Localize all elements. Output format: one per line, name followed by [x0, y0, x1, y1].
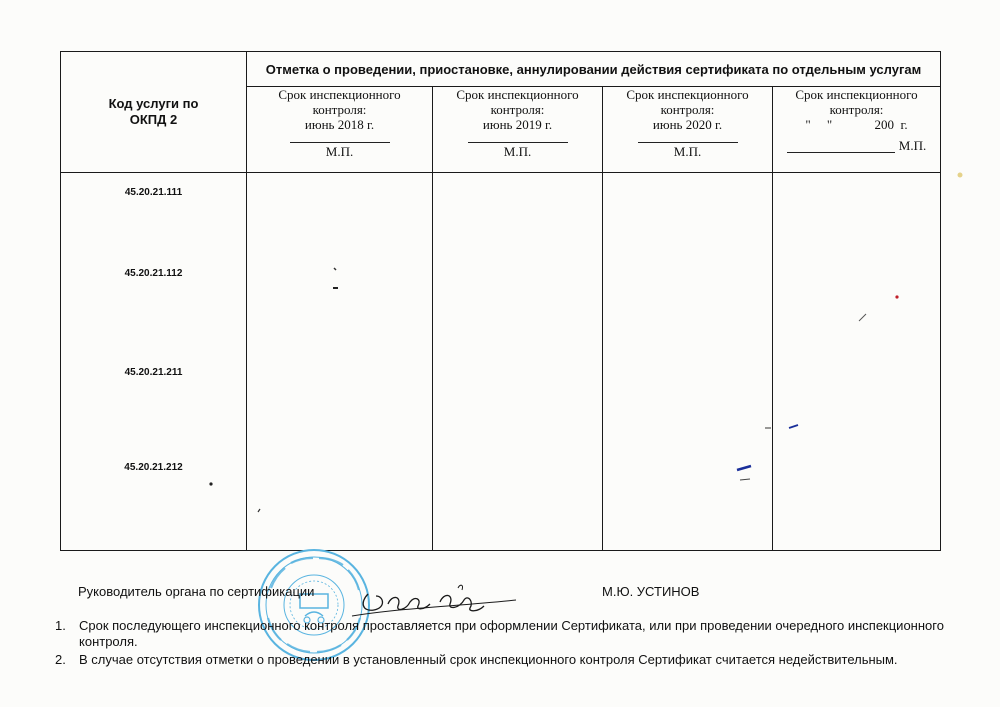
service-code: 45.20.21.111: [124, 187, 183, 198]
seal-label: М.П.: [290, 142, 390, 159]
period-date: июнь 2018 г.: [304, 117, 375, 132]
footnote: [55, 652, 945, 668]
period-label-2: контроля:: [490, 102, 545, 117]
period-label: Срок инспекционного: [456, 87, 579, 102]
signatory-label: Руководитель органа по сертификации: [78, 584, 315, 599]
footnote: [55, 618, 945, 650]
footnote-number: 2.: [55, 652, 66, 667]
period-label-2: контроля:: [660, 102, 715, 117]
service-code: 45.20.21.212: [124, 462, 183, 473]
code-header-line-2: ОКПД 2: [129, 112, 178, 127]
footnotes: [55, 618, 945, 670]
period-label-2: контроля:: [312, 102, 367, 117]
service-code: 45.20.21.112: [124, 268, 183, 279]
service-code: 45.20.21.211: [124, 367, 183, 378]
seal-label: М.П.: [898, 138, 927, 153]
period-label-2: контроля:: [829, 102, 884, 117]
period-label: Срок инспекционного: [795, 87, 918, 102]
footnote-text: Срок последующего инспекционного контроля проставляется при оформлении Сертификата, или при проведении очередного инспекционного контроля.: [79, 618, 944, 649]
footnote-text: В случае отсутствия отметки о проведении в установленный срок инспекционного контроля Сертификат считается недействительным.: [79, 652, 898, 667]
signatory-name: М.Ю. УСТИНОВ: [602, 584, 700, 599]
seal-label: М.П.: [468, 142, 568, 159]
code-header-line-1: Код услуги по: [108, 96, 199, 111]
signatory-line: [78, 584, 718, 599]
marks-header: Отметка о проведении, приостановке, аннулировании действия сертификата по отдельным услугам: [247, 52, 941, 87]
footnote-number: 1.: [55, 618, 66, 633]
period-label: Срок инспекционного: [278, 87, 401, 102]
period-date: " " 200 г.: [805, 117, 908, 132]
period-date: июнь 2019 г.: [482, 117, 553, 132]
seal-label: М.П.: [638, 142, 738, 159]
period-date: июнь 2020 г.: [652, 117, 723, 132]
period-label: Срок инспекционного: [626, 87, 749, 102]
